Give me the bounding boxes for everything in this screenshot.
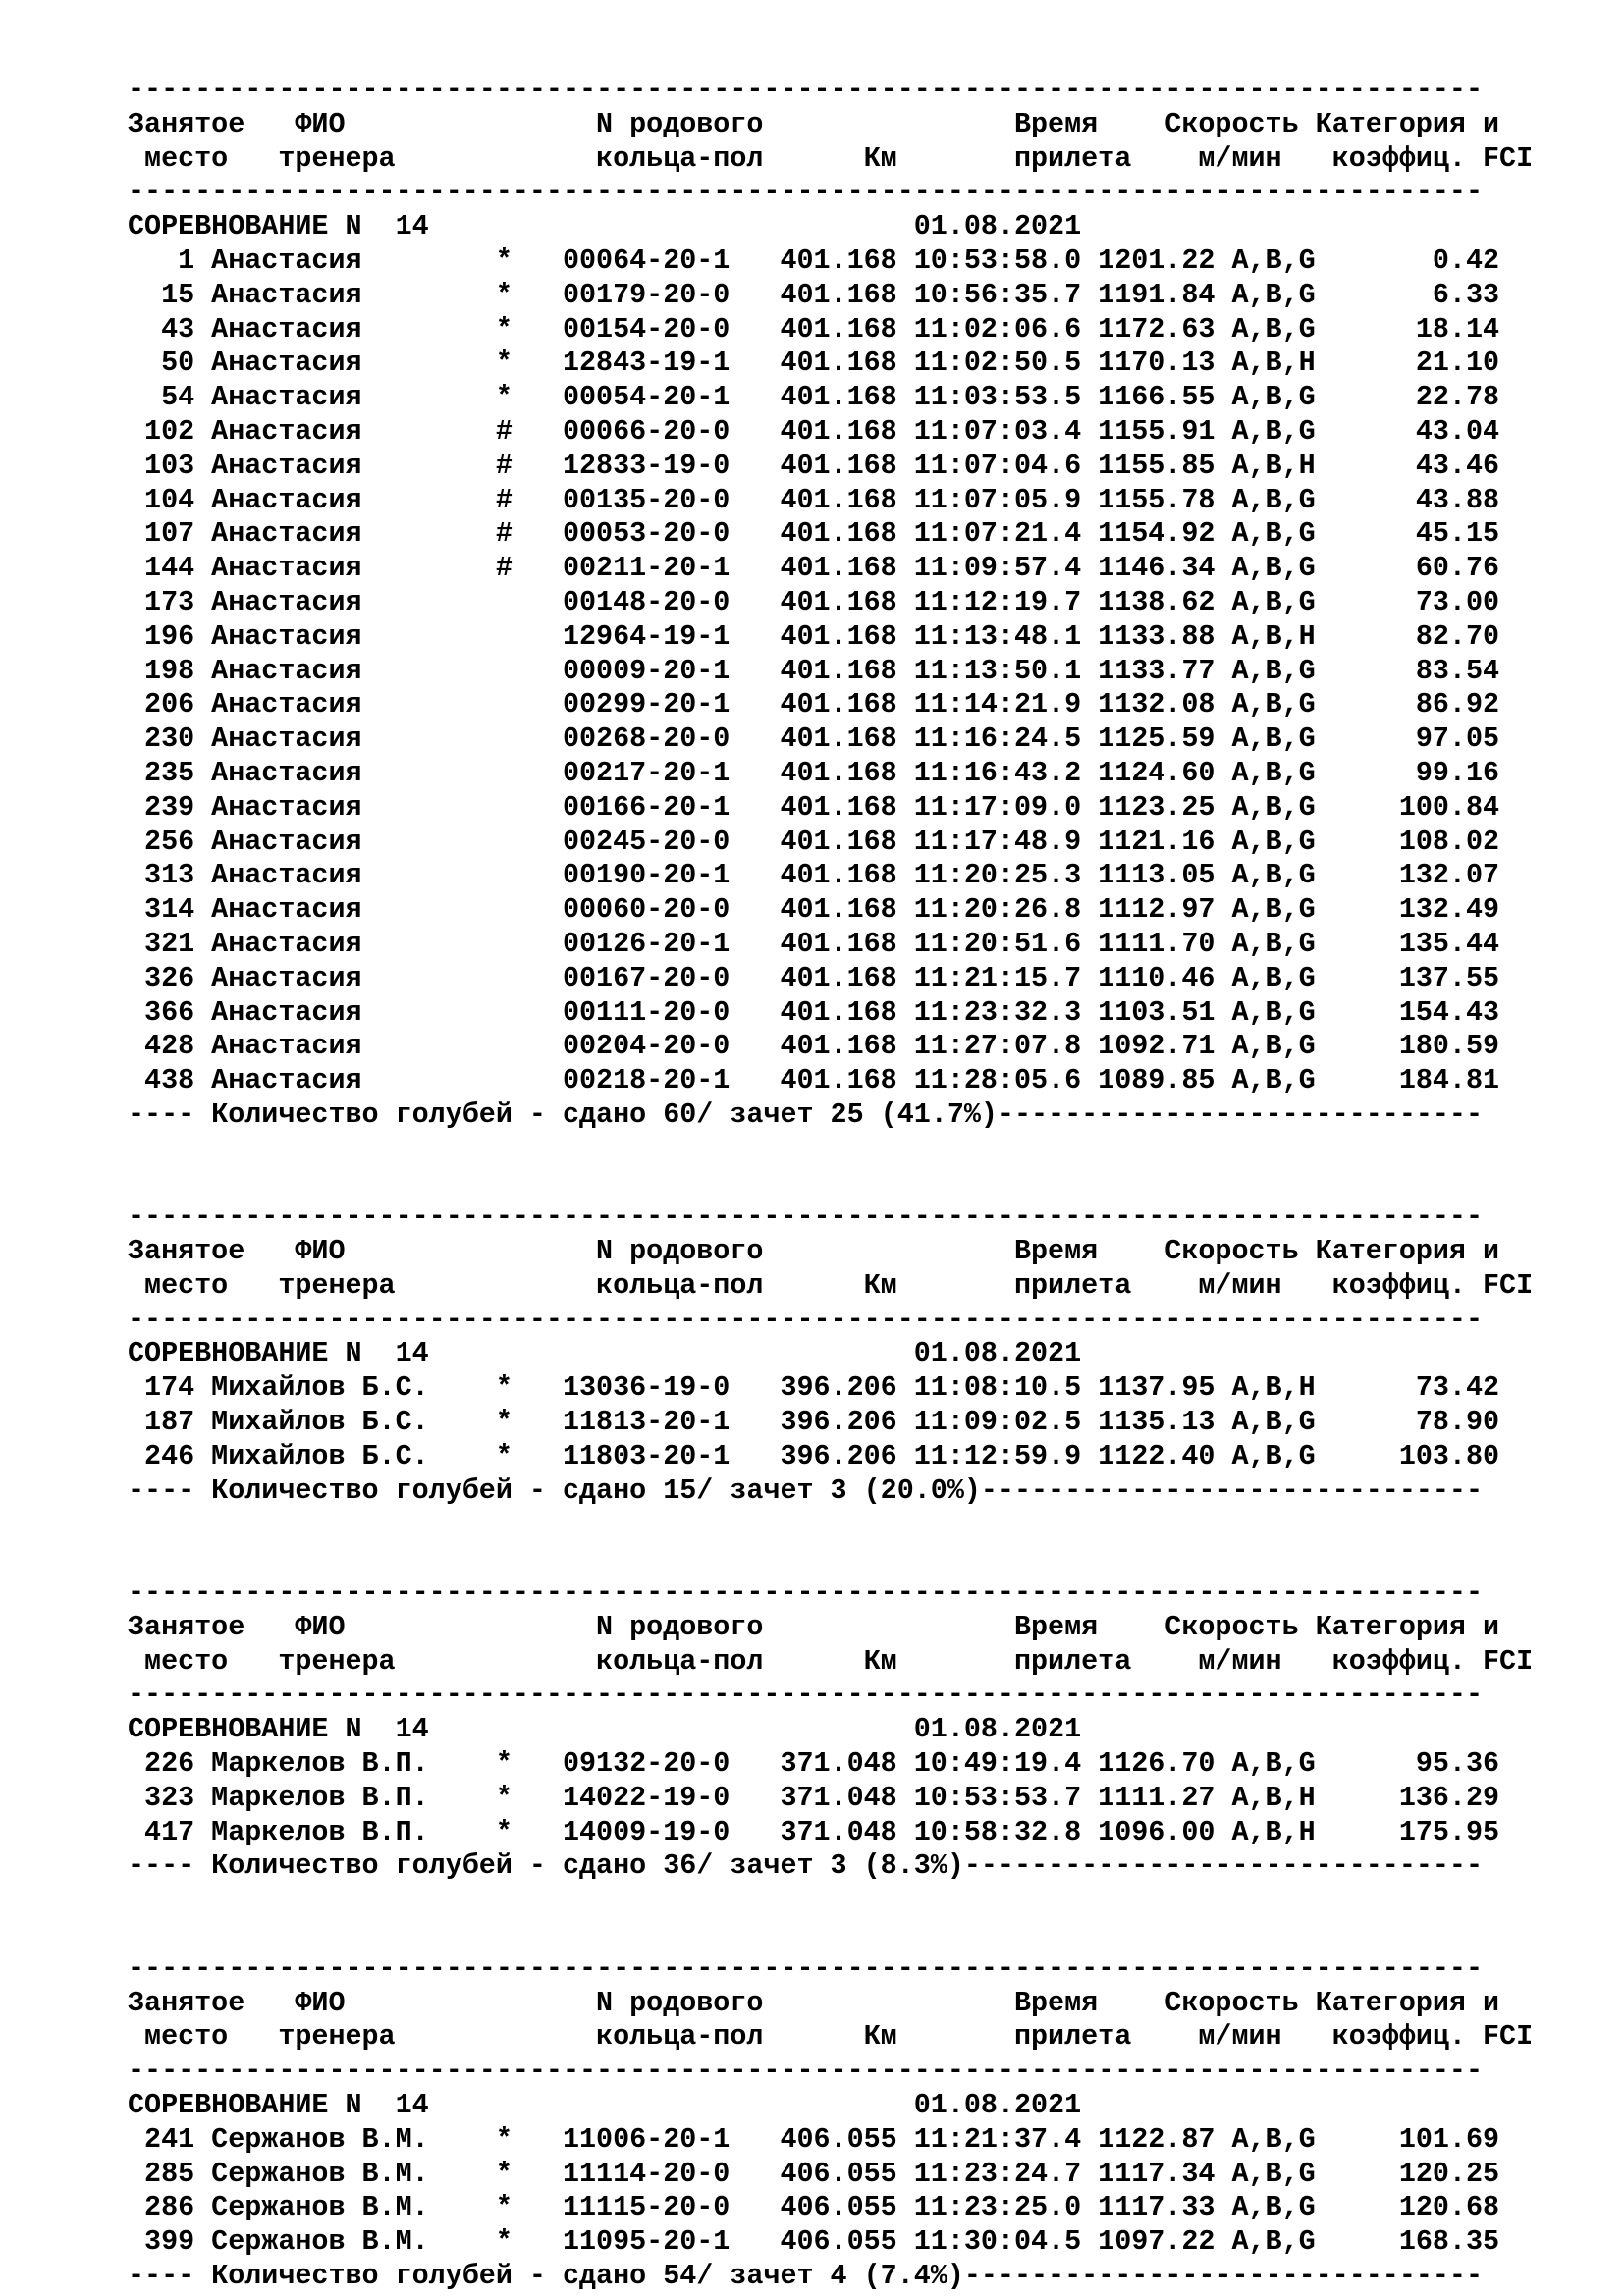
divider-line: ---------------------------------------------------------------------------------: [128, 1576, 1484, 1610]
result-row: 102 Анастасия # 00066-20-0 401.168 11:07:03.4 1155.91 A,B,G 43.04: [128, 414, 1500, 448]
result-row: 104 Анастасия # 00135-20-0 401.168 11:07:05.9 1155.78 A,B,G 43.88: [128, 483, 1500, 516]
section-spacer: [128, 1508, 1533, 1576]
result-row: 196 Анастасия 12964-19-1 401.168 11:13:48.1 1133.88 A,B,H 82.70: [128, 619, 1500, 653]
section-summary: ---- Количество голубей - сдано 60/ зачет 25 (41.7%)-----------------------------: [128, 1097, 1484, 1131]
divider-line: ---------------------------------------------------------------------------------: [128, 74, 1484, 106]
column-header-row-1: Занятое ФИО N родового Время Скорость Категория и: [128, 1986, 1500, 2019]
result-row: 366 Анастасия 00111-20-0 401.168 11:23:32.3 1103.51 A,B,G 154.43: [128, 995, 1500, 1029]
result-row: 235 Анастасия 00217-20-1 401.168 11:16:43.2 1124.60 A,B,G 99.16: [128, 756, 1500, 789]
column-header-row-2: место тренера кольца-пол Км прилета м/мин коэффиц. FCI: [128, 2020, 1534, 2054]
column-header-row-1: Занятое ФИО N родового Время Скорость Категория и: [128, 1235, 1500, 1268]
result-row: 15 Анастасия * 00179-20-0 401.168 10:56:35.7 1191.84 A,B,G 6.33: [128, 278, 1500, 311]
result-row: 399 Сержанов В.М. * 11095-20-1 406.055 11:30:04.5 1097.22 A,B,G 168.35: [128, 2225, 1500, 2259]
result-row: 417 Маркелов В.П. * 14009-19-0 371.048 10:58:32.8 1096.00 A,B,H 175.95: [128, 1815, 1500, 1848]
result-row: 326 Анастасия 00167-20-0 401.168 11:21:15.7 1110.46 A,B,G 137.55: [128, 961, 1500, 994]
result-row: 144 Анастасия # 00211-20-1 401.168 11:09:57.4 1146.34 A,B,G 60.76: [128, 552, 1500, 585]
competition-title: СОРЕВНОВАНИЕ N 14 01.08.2021: [128, 210, 1082, 243]
divider-line: ---------------------------------------------------------------------------------: [128, 1201, 1484, 1234]
divider-line: ---------------------------------------------------------------------------------: [128, 176, 1484, 209]
result-row: 246 Михайлов Б.С. * 11803-20-1 396.206 11:12:59.9 1122.40 A,B,G 103.80: [128, 1439, 1500, 1472]
section-summary: ---- Количество голубей - сдано 54/ зачет 4 (7.4%)-------------------------------: [128, 2260, 1484, 2292]
result-row: 239 Анастасия 00166-20-1 401.168 11:17:09.0 1123.25 A,B,G 100.84: [128, 790, 1500, 824]
result-row: 54 Анастасия * 00054-20-1 401.168 11:03:53.5 1166.55 A,B,G 22.78: [128, 381, 1500, 414]
result-row: 174 Михайлов Б.С. * 13036-19-0 396.206 11:08:10.5 1137.95 A,B,H 73.42: [128, 1371, 1500, 1405]
result-row: 314 Анастасия 00060-20-0 401.168 11:20:26.8 1112.97 A,B,G 132.49: [128, 893, 1500, 927]
result-row: 1 Анастасия * 00064-20-1 401.168 10:53:58.0 1201.22 A,B,G 0.42: [128, 243, 1500, 277]
result-row: 173 Анастасия 00148-20-0 401.168 11:12:19.7 1138.62 A,B,G 73.00: [128, 585, 1500, 618]
divider-line: ---------------------------------------------------------------------------------: [128, 2055, 1484, 2088]
column-header-row-1: Занятое ФИО N родового Время Скорость Категория и: [128, 107, 1500, 140]
result-row: 187 Михайлов Б.С. * 11813-20-1 396.206 11:09:02.5 1135.13 A,B,G 78.90: [128, 1406, 1500, 1439]
column-header-row-2: место тренера кольца-пол Км прилета м/мин коэффиц. FCI: [128, 1268, 1534, 1302]
result-row: 103 Анастасия # 12833-19-0 401.168 11:07:04.6 1155.85 A,B,H 43.46: [128, 449, 1500, 482]
result-row: 206 Анастасия 00299-20-1 401.168 11:14:21.9 1132.08 A,B,G 86.92: [128, 688, 1500, 721]
column-header-row-2: место тренера кольца-пол Км прилета м/мин коэффиц. FCI: [128, 1644, 1534, 1678]
result-row: 313 Анастасия 00190-20-1 401.168 11:20:25.3 1113.05 A,B,G 132.07: [128, 859, 1500, 892]
result-row: 198 Анастасия 00009-20-1 401.168 11:13:50.1 1133.77 A,B,G 83.54: [128, 654, 1500, 687]
divider-line: ---------------------------------------------------------------------------------: [128, 1951, 1484, 1985]
section-summary: ---- Количество голубей - сдано 36/ зачет 3 (8.3%)-------------------------------: [128, 1849, 1484, 1883]
results-report: [128, 74, 1533, 2294]
section-spacer: [128, 1133, 1533, 1201]
competition-title: СОРЕВНОВАНИЕ N 14 01.08.2021: [128, 2089, 1082, 2122]
result-row: 107 Анастасия # 00053-20-0 401.168 11:07:21.4 1154.92 A,B,G 45.15: [128, 517, 1500, 551]
result-row: 43 Анастасия * 00154-20-0 401.168 11:02:06.6 1172.63 A,B,G 18.14: [128, 312, 1500, 346]
result-row: 428 Анастасия 00204-20-0 401.168 11:27:07.8 1092.71 A,B,G 180.59: [128, 1030, 1500, 1063]
result-row: 241 Сержанов В.М. * 11006-20-1 406.055 11:21:37.4 1122.87 A,B,G 101.69: [128, 2122, 1500, 2156]
result-row: 286 Сержанов В.М. * 11115-20-0 406.055 11:23:25.0 1117.33 A,B,G 120.68: [128, 2191, 1500, 2224]
result-row: 321 Анастасия 00126-20-1 401.168 11:20:51.6 1111.70 A,B,G 135.44: [128, 927, 1500, 960]
section-spacer: [128, 1884, 1533, 1952]
competition-title: СОРЕВНОВАНИЕ N 14 01.08.2021: [128, 1713, 1082, 1746]
result-row: 226 Маркелов В.П. * 09132-20-0 371.048 10:49:19.4 1126.70 A,B,G 95.36: [128, 1747, 1500, 1781]
divider-line: ---------------------------------------------------------------------------------: [128, 1679, 1484, 1712]
section-summary: ---- Количество голубей - сдано 15/ зачет 3 (20.0%)------------------------------: [128, 1473, 1484, 1507]
result-row: 256 Анастасия 00245-20-0 401.168 11:17:48.9 1121.16 A,B,G 108.02: [128, 825, 1500, 858]
result-row: 323 Маркелов В.П. * 14022-19-0 371.048 10:53:53.7 1111.27 A,B,H 136.29: [128, 1781, 1500, 1814]
result-row: 285 Сержанов В.М. * 11114-20-0 406.055 11:23:24.7 1117.34 A,B,G 120.25: [128, 2157, 1500, 2190]
column-header-row-2: место тренера кольца-пол Км прилета м/мин коэффиц. FCI: [128, 141, 1534, 175]
divider-line: ---------------------------------------------------------------------------------: [128, 1303, 1484, 1336]
competition-title: СОРЕВНОВАНИЕ N 14 01.08.2021: [128, 1337, 1082, 1370]
result-row: 438 Анастасия 00218-20-1 401.168 11:28:05.6 1089.85 A,B,G 184.81: [128, 1064, 1500, 1097]
result-row: 230 Анастасия 00268-20-0 401.168 11:16:24.5 1125.59 A,B,G 97.05: [128, 722, 1500, 756]
result-row: 50 Анастасия * 12843-19-1 401.168 11:02:50.5 1170.13 A,B,H 21.10: [128, 347, 1500, 380]
column-header-row-1: Занятое ФИО N родового Время Скорость Категория и: [128, 1610, 1500, 1643]
